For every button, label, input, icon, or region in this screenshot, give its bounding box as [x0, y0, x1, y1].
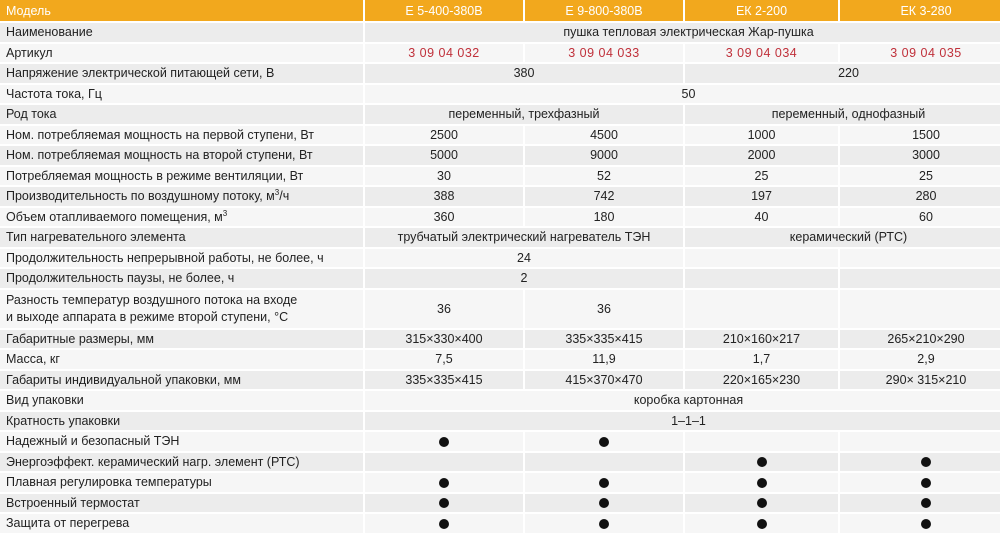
- volume-label: Объем отапливаемого помещения, м: [6, 209, 223, 224]
- cell-col3: 25: [685, 167, 838, 186]
- row-reliable-ten: [0, 432, 1000, 451]
- row-continuous: [0, 249, 1000, 268]
- row-ptc: [0, 453, 1000, 472]
- row-label: Частота тока, Гц: [0, 85, 363, 104]
- row-value: коробка картонная: [365, 391, 1000, 410]
- row-label: Ном. потребляемая мощность на второй ступени, Вт: [0, 146, 363, 165]
- row-multiplicity: [0, 412, 1000, 431]
- airflow-label-end: /ч: [279, 189, 290, 204]
- row-airflow: [0, 187, 1000, 206]
- cell-col4: [840, 269, 1000, 288]
- cell-col3: [685, 473, 838, 492]
- cell-col4: 2,9: [840, 350, 1000, 369]
- cell-col3: 1000: [685, 126, 838, 145]
- row-label: Кратность упаковки: [0, 412, 363, 431]
- bullet-dot-icon: [599, 498, 609, 508]
- row-label: Наименование: [0, 23, 363, 42]
- cell-col1: 315×330×400: [365, 330, 523, 349]
- row-label: Ном. потребляемая мощность на первой ступени, Вт: [0, 126, 363, 145]
- row-heater: [0, 228, 1000, 247]
- row-dimensions: [0, 330, 1000, 349]
- header-model: Модель: [0, 0, 363, 21]
- cell-col4: 1500: [840, 126, 1000, 145]
- cell-col1: 36: [365, 290, 523, 328]
- heater-ten: трубчатый электрический нагреватель ТЭН: [365, 228, 683, 247]
- row-label: Артикул: [0, 44, 363, 63]
- current-three-phase: переменный, трехфазный: [365, 105, 683, 124]
- row-label: [0, 208, 363, 227]
- row-label: Масса, кг: [0, 350, 363, 369]
- cell-col1: 7,5: [365, 350, 523, 369]
- header-col3: ЕК 2-200: [685, 0, 838, 21]
- bullet-dot-icon: [439, 519, 449, 529]
- cell-col2: 742: [525, 187, 683, 206]
- row-temp-diff: [0, 290, 1000, 328]
- row-article: [0, 44, 1000, 63]
- row-label: Продолжительность непрерывной работы, не более, ч: [0, 249, 363, 268]
- cell-col4: 3000: [840, 146, 1000, 165]
- bullet-dot-icon: [599, 478, 609, 488]
- cell-col1: [365, 514, 523, 533]
- row-name: [0, 23, 1000, 42]
- header-col4: ЕК 3-280: [840, 0, 1000, 21]
- cell-col4: [840, 290, 1000, 328]
- row-value: 1–1–1: [365, 412, 1000, 431]
- cell-col2: 180: [525, 208, 683, 227]
- row-label: Тип нагревательного элемента: [0, 228, 363, 247]
- airflow-sup: 3: [274, 188, 280, 198]
- row-frequency: [0, 85, 1000, 104]
- row-label: Вид упаковки: [0, 391, 363, 410]
- voltage-220: 220: [685, 64, 1000, 83]
- volume-sup: 3: [222, 208, 228, 218]
- row-pause: [0, 269, 1000, 288]
- row-label: Защита от перегрева: [0, 514, 363, 533]
- bullet-dot-icon: [757, 498, 767, 508]
- row-label: Габаритные размеры, мм: [0, 330, 363, 349]
- article-col1: 3 09 04 032: [365, 44, 523, 63]
- row-voltage: [0, 64, 1000, 83]
- row-volume: [0, 208, 1000, 227]
- cell-col1: 5000: [365, 146, 523, 165]
- header-col1: Е 5-400-380В: [365, 0, 523, 21]
- cell-col2: 52: [525, 167, 683, 186]
- cell-col2: 335×335×415: [525, 330, 683, 349]
- row-current: [0, 105, 1000, 124]
- bullet-dot-icon: [439, 498, 449, 508]
- row-label: Энергоэффект. керамический нагр. элемент (РТС): [0, 453, 363, 472]
- cell-col1: [365, 473, 523, 492]
- article-col3: 3 09 04 034: [685, 44, 838, 63]
- row-label: Надежный и безопасный ТЭН: [0, 432, 363, 451]
- cell-col4: 280: [840, 187, 1000, 206]
- cell-col4: 290× 315×210: [840, 371, 1000, 390]
- cell-col2: 4500: [525, 126, 683, 145]
- bullet-dot-icon: [439, 437, 449, 447]
- heater-ptc: керамический (РТС): [685, 228, 1000, 247]
- row-package-type: [0, 391, 1000, 410]
- row-fan-power: [0, 167, 1000, 186]
- header-col2: Е 9-800-380В: [525, 0, 683, 21]
- row-mass: [0, 350, 1000, 369]
- temp-diff-line2: и выходе аппарата в режиме второй ступени, °С: [6, 309, 289, 324]
- row-label: Плавная регулировка температуры: [0, 473, 363, 492]
- continuous-value: 24: [365, 249, 683, 268]
- cell-col2: 11,9: [525, 350, 683, 369]
- cell-col1: 335×335×415: [365, 371, 523, 390]
- cell-col3: [685, 494, 838, 513]
- row-overheat: [0, 514, 1000, 533]
- cell-col3: [685, 269, 838, 288]
- row-label: Габариты индивидуальной упаковки, мм: [0, 371, 363, 390]
- cell-col1: [365, 494, 523, 513]
- article-col2: 3 09 04 033: [525, 44, 683, 63]
- bullet-dot-icon: [599, 519, 609, 529]
- cell-col2: [525, 453, 683, 472]
- cell-col2: [525, 514, 683, 533]
- row-value: 50: [365, 85, 1000, 104]
- bullet-dot-icon: [921, 519, 931, 529]
- row-label: Род тока: [0, 105, 363, 124]
- cell-col4: [840, 494, 1000, 513]
- cell-col3: 210×160×217: [685, 330, 838, 349]
- article-col4: 3 09 04 035: [840, 44, 1000, 63]
- bullet-dot-icon: [921, 498, 931, 508]
- bullet-dot-icon: [757, 457, 767, 467]
- row-smooth: [0, 473, 1000, 492]
- row-label: Потребляемая мощность в режиме вентиляции, Вт: [0, 167, 363, 186]
- cell-col3: [685, 514, 838, 533]
- cell-col1: 2500: [365, 126, 523, 145]
- cell-col4: [840, 514, 1000, 533]
- cell-col4: 25: [840, 167, 1000, 186]
- current-single-phase: переменный, однофазный: [685, 105, 1000, 124]
- row-label: [0, 187, 363, 206]
- row-label: Встроенный термостат: [0, 494, 363, 513]
- cell-col3: 197: [685, 187, 838, 206]
- pause-value: 2: [365, 269, 683, 288]
- row-package-dims: [0, 371, 1000, 390]
- cell-col4: [840, 473, 1000, 492]
- bullet-dot-icon: [439, 478, 449, 488]
- row-label: [0, 290, 363, 328]
- cell-col2: 415×370×470: [525, 371, 683, 390]
- cell-col3: [685, 453, 838, 472]
- cell-col2: [525, 494, 683, 513]
- bullet-dot-icon: [757, 478, 767, 488]
- bullet-dot-icon: [599, 437, 609, 447]
- cell-col4: 265×210×290: [840, 330, 1000, 349]
- temp-diff-line1: Разность температур воздушного потока на входе: [6, 292, 298, 307]
- row-thermostat: [0, 494, 1000, 513]
- cell-col1: 30: [365, 167, 523, 186]
- cell-col1: [365, 432, 523, 451]
- cell-col2: [525, 473, 683, 492]
- row-power1: [0, 126, 1000, 145]
- cell-col1: 360: [365, 208, 523, 227]
- cell-col2: 9000: [525, 146, 683, 165]
- cell-col3: 40: [685, 208, 838, 227]
- header-row: [0, 0, 1000, 21]
- cell-col1: 388: [365, 187, 523, 206]
- bullet-dot-icon: [921, 478, 931, 488]
- cell-col1: [365, 453, 523, 472]
- voltage-380: 380: [365, 64, 683, 83]
- cell-col3: 2000: [685, 146, 838, 165]
- row-label: Напряжение электрической питающей сети, В: [0, 64, 363, 83]
- cell-col3: [685, 249, 838, 268]
- cell-col2: 36: [525, 290, 683, 328]
- cell-col4: [840, 432, 1000, 451]
- cell-col3: 1,7: [685, 350, 838, 369]
- cell-col4: [840, 249, 1000, 268]
- row-value: пушка тепловая электрическая Жар-пушка: [365, 23, 1000, 42]
- airflow-label: Производительность по воздушному потоку, м: [6, 189, 275, 204]
- cell-col4: [840, 453, 1000, 472]
- row-label: Продолжительность паузы, не более, ч: [0, 269, 363, 288]
- cell-col3: [685, 290, 838, 328]
- bullet-dot-icon: [757, 519, 767, 529]
- cell-col3: 220×165×230: [685, 371, 838, 390]
- row-power2: [0, 146, 1000, 165]
- cell-col4: 60: [840, 208, 1000, 227]
- cell-col3: [685, 432, 838, 451]
- bullet-dot-icon: [921, 457, 931, 467]
- cell-col2: [525, 432, 683, 451]
